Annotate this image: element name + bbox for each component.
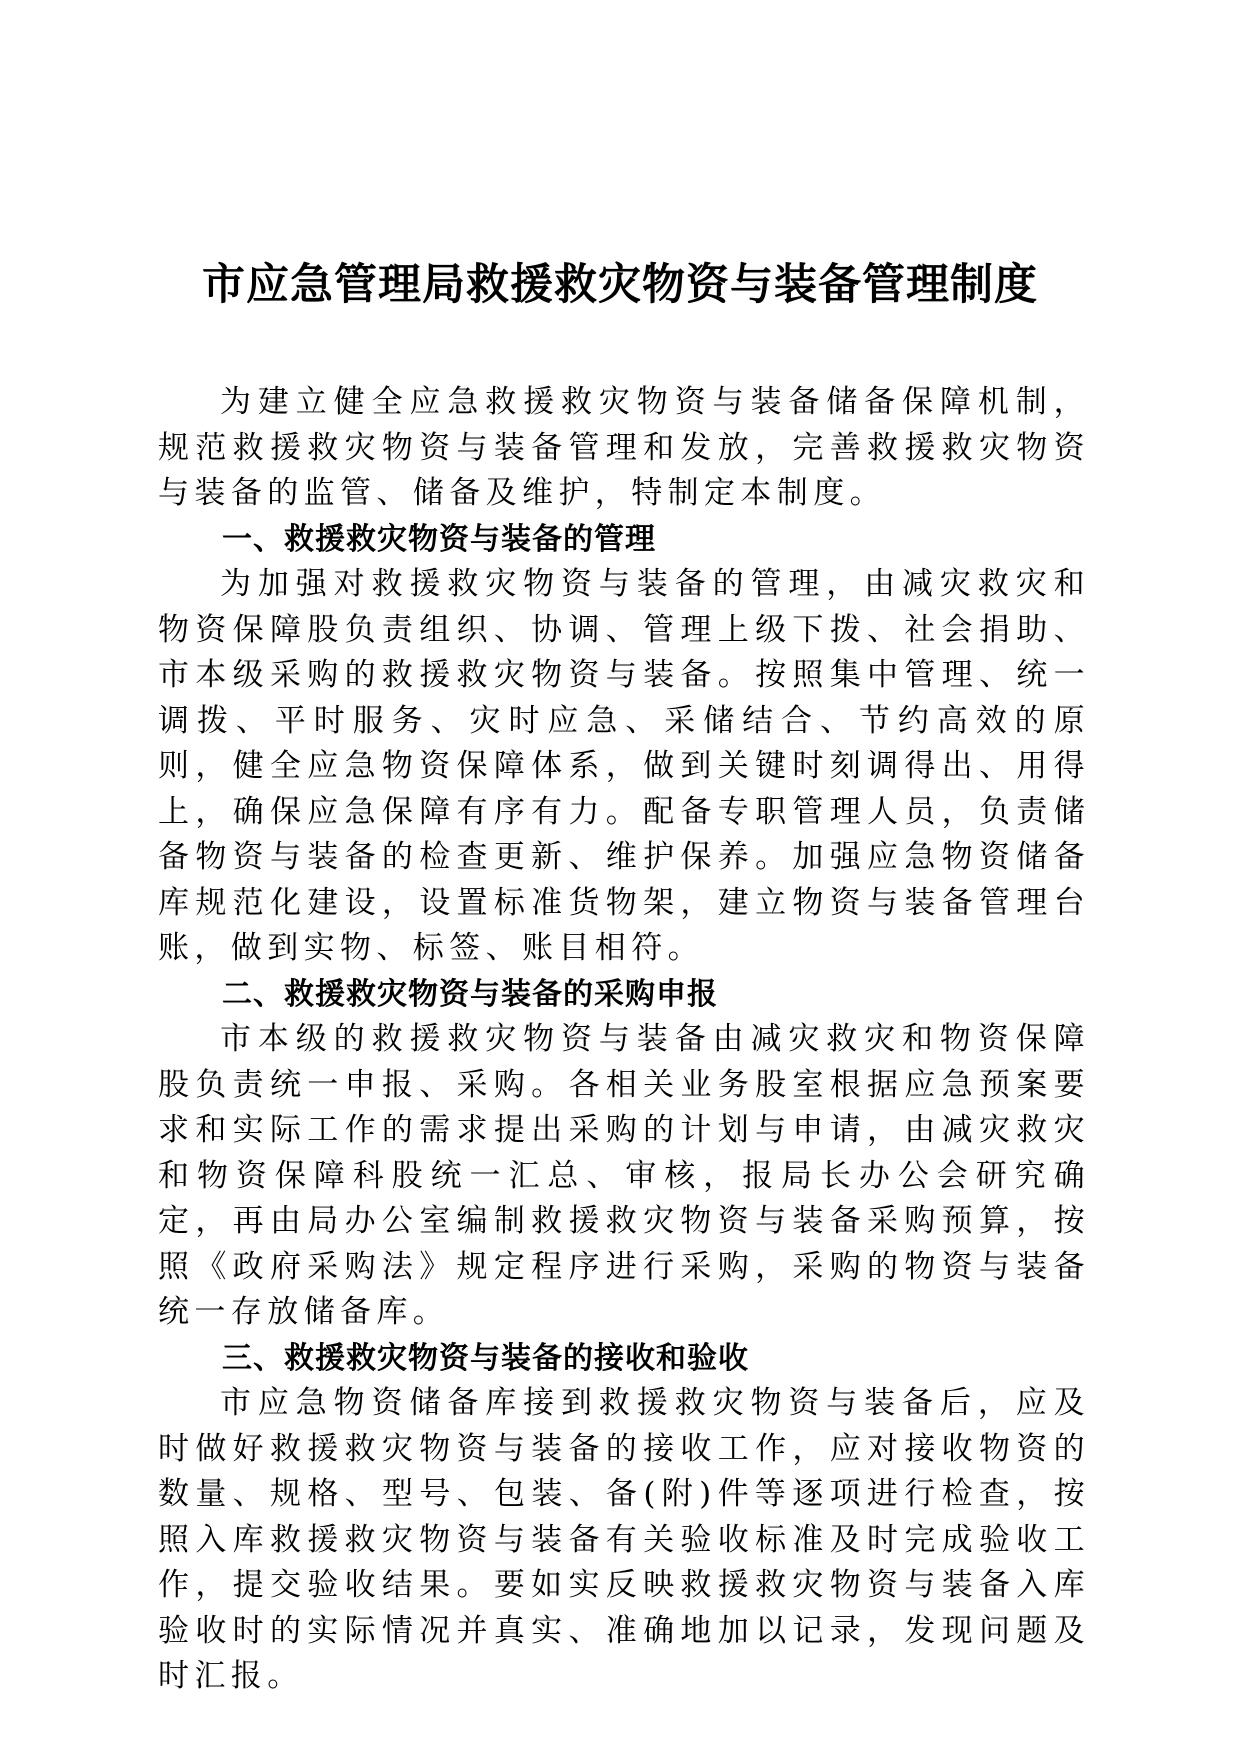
section-paragraph: 市应急物资储备库接到救援救灾物资与装备后，应及时做好救援救灾物资与装备的接收工作，应对接收物资的数量、规格、型号、包装、备(附)件等逐项进行检查，按照入库救援救灾物资与装备有关验收标准及时完成验收工作，提交验收结果。要如实反映救援救灾物资与装备入库验收时的实际情况并真实、准确地加以记录，发现问题及时汇报。 — [158, 1385, 1090, 1694]
section-paragraph: 市本级的救援救灾物资与装备由减灾救灾和物资保障股负责统一申报、采购。各相关业务股室根据应急预案要求和实际工作的需求提出采购的计划与申请，由减灾救灾和物资保障科股统一汇总、审核，报局长办公会研究确定，再由局办公室编制救援救灾物资与装备采购预算，按照《政府采购法》规定程序进行采购，采购的物资与装备统一存放储备库。 — [158, 1021, 1090, 1330]
section-paragraph: 为加强对救援救灾物资与装备的管理，由减灾救灾和物资保障股负责组织、协调、管理上级下拨、社会捐助、市本级采购的救援救灾物资与装备。按照集中管理、统一调拨、平时服务、灾时应急、采储结合、节约高效的原则，健全应急物资保障体系，做到关键时刻调得出、用得上，确保应急保障有序有力。配备专职管理人员，负责储备物资与装备的检查更新、维护保养。加强应急物资储备库规范化建设，设置标准货物架，建立物资与装备管理台账，做到实物、标签、账目相符。 — [158, 566, 1090, 966]
intro-paragraph: 为建立健全应急救援救灾物资与装备储备保障机制，规范救援救灾物资与装备管理和发放，完善救援救灾物资与装备的监管、储备及维护，特制定本制度。 — [158, 384, 1090, 511]
section-2 — [158, 972, 1090, 1336]
section-heading: 一、救援救灾物资与装备的管理 — [222, 521, 656, 557]
section-heading: 三、救援救灾物资与装备的接收和验收 — [222, 1340, 749, 1376]
document-title: 市应急管理局救援救灾物资与装备管理制度 — [202, 260, 1038, 310]
document-body — [158, 380, 1090, 1700]
section-3 — [158, 1336, 1090, 1700]
section-1 — [158, 517, 1090, 972]
section-heading: 二、救援救灾物资与装备的采购申报 — [222, 976, 718, 1012]
